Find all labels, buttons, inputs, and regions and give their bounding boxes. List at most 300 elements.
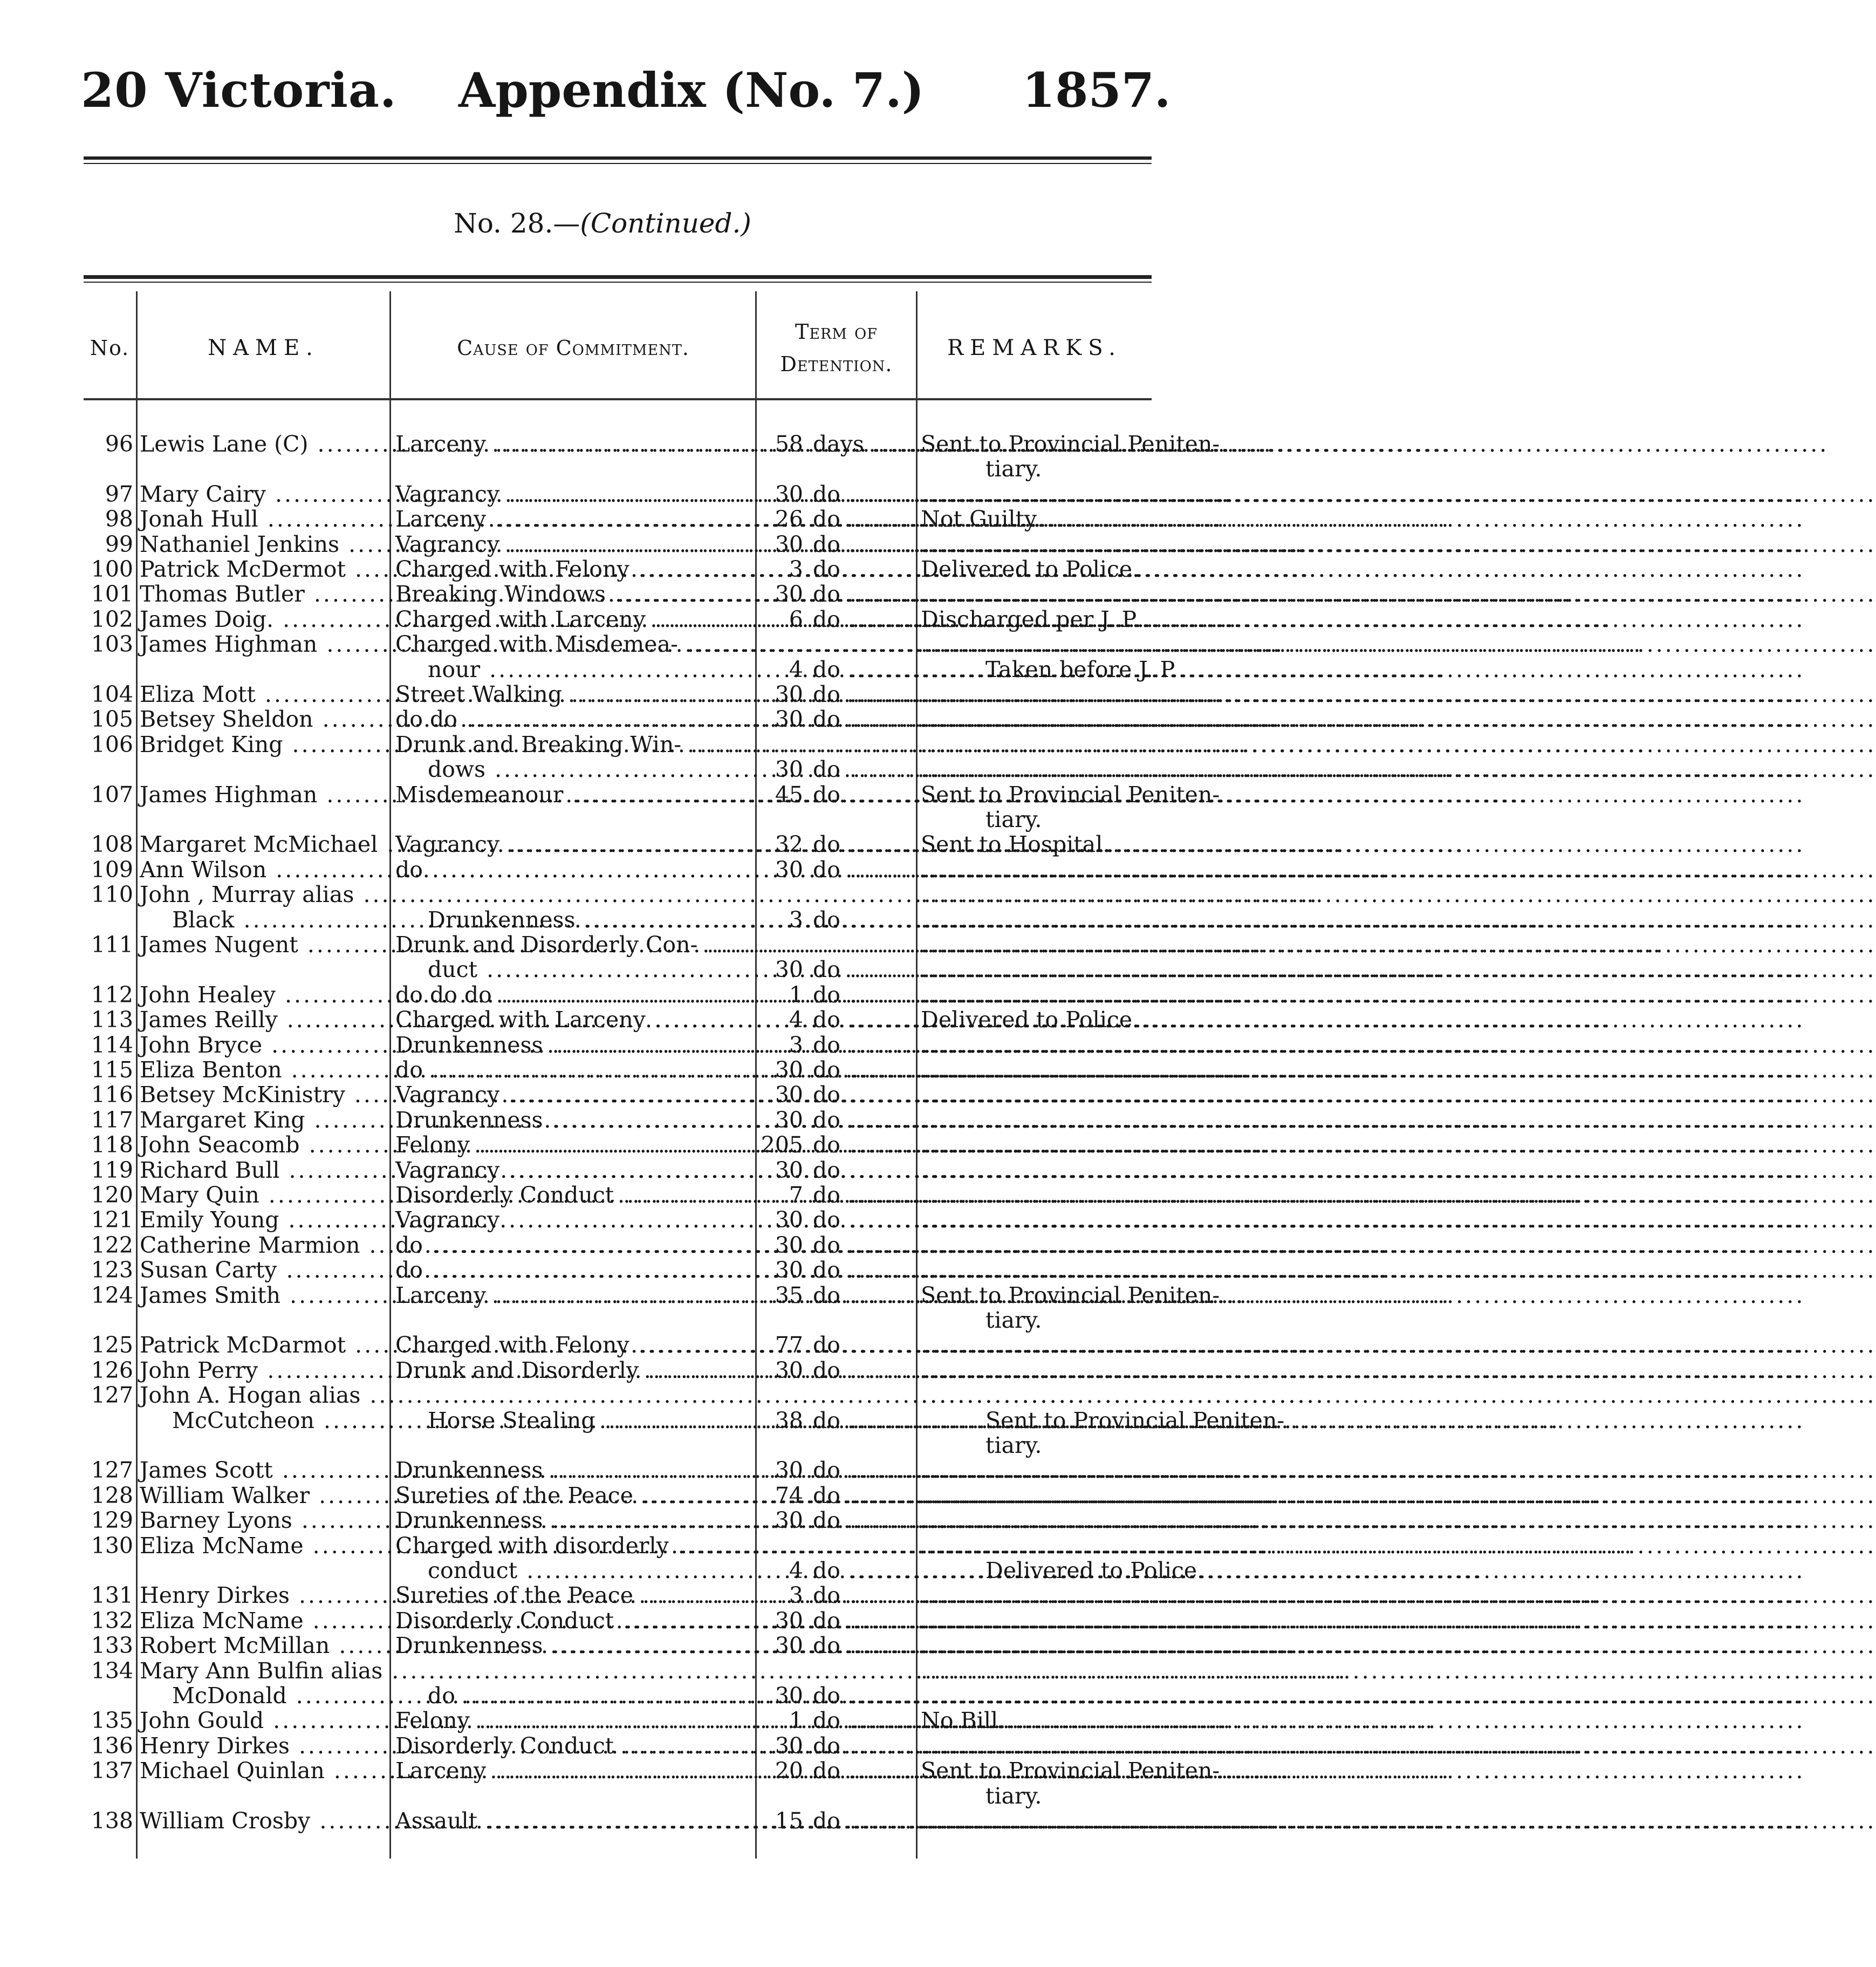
- detention-term: [760, 1057, 914, 1082]
- term-unit: do: [813, 1582, 840, 1609]
- detention-term: [760, 507, 914, 531]
- entry-number: 113: [91, 1007, 133, 1033]
- table-row: [84, 1658, 1152, 1683]
- entry-number: 102: [91, 606, 133, 632]
- remarks-text: Sent to Provincial Peniten-: [921, 781, 1220, 808]
- term-value: 30: [775, 1507, 803, 1534]
- entry-number: 116: [91, 1082, 133, 1108]
- commitment-cause: Disorderly Conduct .....: [395, 1183, 752, 1207]
- entry-number: 99: [105, 531, 133, 557]
- remarks-text: [921, 1458, 1150, 1483]
- detention-term: [760, 1233, 914, 1258]
- commitment-cause: do do do .....: [395, 982, 752, 1007]
- entry-number: 135: [91, 1708, 133, 1734]
- commitment-cause: do do .....: [395, 707, 752, 732]
- term-value: 38: [775, 1407, 803, 1433]
- detention-term: [760, 1558, 914, 1583]
- term-unit: do: [813, 1732, 840, 1759]
- entry-number: 109: [91, 856, 133, 883]
- entry-number: 114: [91, 1032, 133, 1058]
- term-unit: do: [813, 656, 840, 682]
- prisoner-name: Margaret King .....: [140, 1108, 388, 1132]
- term-value: 30: [775, 1257, 803, 1283]
- prisoner-name: John A. Hogan alias .....: [140, 1383, 388, 1408]
- remarks-text: tiary.: [985, 1307, 1042, 1333]
- table-row: [84, 582, 1152, 606]
- remarks-text: tiary.: [985, 456, 1042, 482]
- term-value: 1: [789, 981, 803, 1008]
- commitment-cause: Drunkenness .....: [395, 1458, 752, 1483]
- table-row-continuation: [84, 1558, 1204, 1583]
- term-unit: do: [813, 1107, 840, 1133]
- remarks-text: [921, 932, 1150, 957]
- entry-number: 107: [91, 781, 133, 808]
- remarks-text: tiary.: [985, 1782, 1042, 1809]
- term-unit: do: [813, 1457, 840, 1484]
- detention-term: [760, 1583, 914, 1608]
- commitment-cause: Horse Stealing .....: [395, 1408, 785, 1433]
- prisoner-name: Patrick McDarmot .....: [140, 1333, 388, 1357]
- detention-table: [84, 275, 1285, 1859]
- term-unit: do: [813, 1507, 840, 1534]
- entry-number: 136: [91, 1732, 133, 1759]
- term-value: 205: [761, 1132, 803, 1158]
- term-value: 30: [775, 581, 803, 607]
- remarks-text: [921, 532, 1150, 557]
- commitment-cause: nour .....: [395, 657, 785, 682]
- table-row-continuation: [84, 807, 1152, 832]
- column-header-remarks: REMARKS.: [947, 336, 1122, 360]
- entry-number: 127: [91, 1382, 133, 1409]
- term-value: 30: [775, 531, 803, 557]
- commitment-cause: Larceny .....: [395, 1758, 752, 1783]
- table-row: [84, 1057, 1152, 1082]
- table-top-rule: [84, 275, 1152, 279]
- term-unit: do: [813, 831, 840, 858]
- detention-term: [760, 1333, 914, 1357]
- term-value: 30: [775, 1607, 803, 1634]
- prisoner-name: Mary Cairy .....: [140, 482, 388, 507]
- table-row: [84, 1508, 1152, 1533]
- detention-term: [760, 1308, 914, 1333]
- remarks-text: [921, 632, 1150, 657]
- detention-term: [760, 1483, 914, 1508]
- term-unit: do: [813, 856, 840, 883]
- detention-term: [760, 1383, 914, 1408]
- detention-term: [760, 957, 914, 982]
- remarks-text: tiary.: [985, 1432, 1042, 1458]
- table-row: [84, 1108, 1152, 1132]
- term-value: 30: [775, 1457, 803, 1484]
- table-row: [84, 1758, 1220, 1784]
- table-row: [84, 1282, 1220, 1308]
- term-unit: do: [813, 1357, 840, 1383]
- term-value: 30: [775, 957, 803, 983]
- table-row-continuation: [84, 1683, 1152, 1708]
- commitment-cause: Sureties of the Peace .....: [395, 1483, 752, 1508]
- detention-term: [760, 632, 914, 657]
- table-row: [84, 1533, 1152, 1558]
- entry-number: 97: [105, 481, 133, 507]
- term-unit: do: [813, 1482, 840, 1508]
- commitment-cause: dows .....: [395, 757, 785, 782]
- table-subtitle: [0, 208, 1205, 239]
- commitment-cause: Sureties of the Peace .....: [395, 1583, 752, 1608]
- term-unit: do: [813, 706, 840, 733]
- entry-number: 130: [91, 1532, 133, 1559]
- prisoner-name: James Doig. .....: [140, 607, 388, 632]
- term-unit: do: [813, 481, 840, 507]
- table-row: [84, 1183, 1152, 1207]
- commitment-cause: Vagrancy .....: [395, 1082, 752, 1107]
- remarks-text: Sent to Provincial Peniten-: [921, 431, 1220, 457]
- commitment-cause: do .....: [395, 1258, 752, 1282]
- remarks-text: Delivered to Police.: [921, 1007, 1140, 1033]
- entry-number: 118: [91, 1132, 133, 1158]
- prisoner-name: John Perry .....: [140, 1358, 388, 1383]
- term-value: 30: [775, 1107, 803, 1133]
- entry-number: 132: [91, 1607, 133, 1634]
- detention-term: [760, 732, 914, 757]
- term-value: 4: [789, 1007, 803, 1033]
- detention-term: [760, 1258, 914, 1282]
- remarks-text: [921, 1108, 1150, 1132]
- term-value: 77: [775, 1332, 803, 1358]
- table-row: [84, 632, 1152, 657]
- term-unit: do: [813, 681, 840, 707]
- commitment-cause: Vagrancy .....: [395, 532, 752, 557]
- continued-note: (Continued.): [580, 208, 751, 239]
- prisoner-name: Eliza Mott .....: [140, 682, 388, 707]
- term-unit: do: [813, 981, 840, 1008]
- entry-number: 138: [91, 1808, 133, 1834]
- remarks-text: [921, 1483, 1150, 1508]
- prisoner-name: McCutcheon .....: [140, 1408, 420, 1433]
- detention-term: [760, 1183, 914, 1207]
- detention-term: [760, 1408, 914, 1433]
- prisoner-name: Jonah Hull .....: [140, 507, 388, 531]
- entry-number: 120: [91, 1182, 133, 1208]
- table-row: [84, 707, 1152, 732]
- term-unit: do: [813, 556, 840, 582]
- remarks-text: tiary.: [985, 807, 1042, 832]
- remarks-text: Sent to Hospital.: [921, 831, 1110, 858]
- term-value: 7: [789, 1182, 803, 1208]
- term-value: 30: [775, 1232, 803, 1258]
- commitment-cause: Drunkenness .....: [395, 1033, 752, 1057]
- prisoner-name: John Gould .....: [140, 1708, 388, 1733]
- commitment-cause: Charged with Larceny .....: [395, 607, 752, 632]
- term-value: 3: [789, 1582, 803, 1609]
- prisoner-name: Michael Quinlan .....: [140, 1758, 388, 1783]
- remarks-text: [921, 1583, 1150, 1608]
- remarks-text: [921, 1608, 1150, 1633]
- table-row: [84, 1608, 1152, 1633]
- table-top-rule-thin: [84, 282, 1152, 283]
- detention-term: [760, 607, 914, 632]
- term-unit: do: [813, 1282, 840, 1308]
- entry-number: 129: [91, 1507, 133, 1534]
- term-unit: do: [813, 906, 840, 933]
- table-row-continuation: [84, 456, 1152, 481]
- term-header-line2: Detention.: [780, 352, 893, 376]
- detention-term: [760, 857, 914, 882]
- term-value: 3: [789, 1032, 803, 1058]
- remarks-text: [921, 1683, 1150, 1708]
- table-row: [84, 932, 1152, 957]
- remarks-text: Delivered to Police.: [921, 556, 1140, 582]
- term-unit: do: [813, 531, 840, 557]
- term-value: 30: [775, 1683, 803, 1709]
- commitment-cause: conduct .....: [395, 1558, 785, 1583]
- term-value: 30: [775, 856, 803, 883]
- table-row: [84, 482, 1152, 507]
- remarks-text: [921, 1733, 1150, 1758]
- entry-number: 104: [91, 681, 133, 707]
- term-unit: do: [813, 1758, 840, 1784]
- remarks-text: [921, 1383, 1150, 1408]
- commitment-cause: Felony .....: [395, 1708, 752, 1733]
- term-unit: do: [813, 1007, 840, 1033]
- commitment-cause: Disorderly Conduct .....: [395, 1608, 752, 1633]
- entry-number: 137: [91, 1758, 133, 1784]
- table-row-continuation: [84, 1433, 1152, 1458]
- term-value: 30: [775, 706, 803, 733]
- entry-number: 105: [91, 706, 133, 733]
- detention-term: [760, 582, 914, 606]
- remarks-text: [921, 907, 1150, 932]
- commitment-cause: Charged with disorderly .....: [395, 1533, 752, 1558]
- detention-term: [760, 1784, 914, 1808]
- term-value: 35: [775, 1282, 803, 1308]
- term-value: 3: [789, 556, 803, 582]
- term-value: 20: [775, 1758, 803, 1784]
- entry-number: 106: [91, 731, 133, 757]
- table-row: [84, 1233, 1152, 1258]
- detention-term: [760, 782, 914, 807]
- table-row: [84, 557, 1152, 582]
- commitment-cause: Larceny .....: [395, 1283, 752, 1308]
- remarks-text: No Bill.: [921, 1708, 1005, 1734]
- remarks-text: [921, 582, 1150, 606]
- table-row-continuation: [84, 957, 1152, 982]
- column-header-name: NAME.: [208, 336, 319, 360]
- prisoner-name: McDonald .....: [140, 1683, 420, 1708]
- prisoner-name: William Crosby .....: [140, 1808, 388, 1833]
- prisoner-name: James Highman .....: [140, 782, 388, 807]
- table-row: [84, 982, 1152, 1007]
- term-value: 30: [775, 1082, 803, 1108]
- prisoner-name: Eliza McName .....: [140, 1608, 388, 1633]
- detention-term: [760, 707, 914, 732]
- prisoner-name: Betsey Sheldon .....: [140, 707, 388, 732]
- term-unit: do: [813, 1182, 840, 1208]
- term-unit: do: [813, 1132, 840, 1158]
- remarks-text: [921, 1808, 1150, 1833]
- table-row: [84, 1158, 1152, 1183]
- prisoner-name: Mary Ann Bulfin alias .....: [140, 1658, 388, 1683]
- prisoner-name: Nathaniel Jenkins .....: [140, 532, 388, 557]
- table-row: [84, 1633, 1152, 1658]
- term-value: 32: [775, 831, 803, 858]
- commitment-cause: Charged with Felony .....: [395, 1333, 752, 1357]
- detention-term: [760, 1683, 914, 1708]
- term-value: 30: [775, 1732, 803, 1759]
- table-row: [84, 1007, 1152, 1032]
- commitment-cause: Disorderly Conduct .....: [395, 1733, 752, 1758]
- remarks-text: Not Guilty.: [921, 506, 1041, 532]
- table-row-continuation: [84, 656, 1178, 682]
- commitment-cause: Breaking Windows .....: [395, 582, 752, 606]
- commitment-cause: Misdemeanour .....: [395, 782, 752, 807]
- commitment-cause: Street Walking .....: [395, 682, 752, 707]
- term-value: 26: [775, 506, 803, 532]
- commitment-cause: do .....: [395, 1233, 752, 1258]
- prisoner-name: Henry Dirkes .....: [140, 1583, 388, 1608]
- term-unit: do: [813, 957, 840, 983]
- entry-number: 100: [91, 556, 133, 582]
- prisoner-name: James Smith .....: [140, 1283, 388, 1308]
- commitment-cause: Vagrancy .....: [395, 482, 752, 507]
- entry-number: 121: [91, 1207, 133, 1233]
- table-row: [84, 1258, 1152, 1282]
- commitment-cause: Vagrancy .....: [395, 832, 752, 857]
- term-unit: do: [813, 1332, 840, 1358]
- prisoner-name: Susan Carty .....: [140, 1258, 388, 1282]
- term-value: 4: [789, 1558, 803, 1583]
- prisoner-name: Eliza Benton .....: [140, 1057, 388, 1082]
- table-row: [84, 1033, 1152, 1057]
- term-unit: do: [813, 1558, 840, 1583]
- column-header-cause: Cause of Commitment.: [457, 336, 689, 360]
- prisoner-name: John Seacomb .....: [140, 1132, 388, 1157]
- detention-term: [760, 1458, 914, 1483]
- table-row: [84, 1458, 1152, 1483]
- detention-term: [760, 456, 914, 481]
- remarks-text: [921, 982, 1150, 1007]
- entry-number: 98: [105, 506, 133, 532]
- prisoner-name: Lewis Lane (C) .....: [140, 432, 388, 456]
- detention-term: [760, 1433, 914, 1458]
- entry-number: 127: [91, 1457, 133, 1484]
- remarks-text: [921, 482, 1150, 507]
- entry-number: 124: [91, 1282, 133, 1308]
- term-value: 3: [789, 906, 803, 933]
- entry-number: 101: [91, 581, 133, 607]
- term-value: 30: [775, 1057, 803, 1083]
- table-row-continuation: [84, 1784, 1152, 1808]
- prisoner-name: Richard Bull .....: [140, 1158, 388, 1183]
- detention-term: [760, 1007, 914, 1032]
- commitment-cause: Vagrancy .....: [395, 1158, 752, 1183]
- remarks-text: Sent to Provincial Peniten-: [921, 1758, 1220, 1784]
- detention-term: [760, 1658, 914, 1683]
- header-appendix: Appendix (No. 7.): [458, 62, 925, 118]
- table-row-continuation: [84, 907, 1152, 932]
- entry-number: 119: [91, 1157, 133, 1183]
- remarks-text: [921, 757, 1150, 782]
- detention-term: [760, 1358, 914, 1383]
- prisoner-name: William Walker .....: [140, 1483, 388, 1508]
- prisoner-name: Betsey McKinistry .....: [140, 1082, 388, 1107]
- term-value: 15: [775, 1808, 803, 1834]
- term-unit: do: [813, 781, 840, 808]
- term-unit: do: [813, 606, 840, 632]
- entry-number: 125: [91, 1332, 133, 1358]
- commitment-cause: Larceny .....: [395, 507, 752, 531]
- remarks-text: [921, 1633, 1150, 1658]
- term-unit: do: [813, 1057, 840, 1083]
- remarks-text: Delivered to Police.: [985, 1558, 1204, 1583]
- prisoner-name: Mary Quin .....: [140, 1183, 388, 1207]
- commitment-cause: Drunk and Breaking Win- .....: [395, 732, 752, 757]
- term-unit: do: [813, 1032, 840, 1058]
- table-row: [84, 832, 1152, 857]
- prisoner-name: Thomas Butler .....: [140, 582, 388, 606]
- prisoner-name: Henry Dirkes .....: [140, 1733, 388, 1758]
- table-row-continuation: [84, 1308, 1152, 1333]
- prisoner-name: James Nugent .....: [140, 932, 388, 957]
- term-value: 45: [775, 781, 803, 808]
- entry-number: 103: [91, 631, 133, 658]
- header-year: 1857.: [1022, 62, 1171, 118]
- prisoner-name: James Reilly .....: [140, 1007, 388, 1032]
- commitment-cause: Felony .....: [395, 1132, 752, 1157]
- detention-term: [760, 757, 914, 782]
- term-unit: days: [813, 431, 864, 457]
- term-unit: do: [813, 1257, 840, 1283]
- detention-term: [760, 1207, 914, 1232]
- table-row: [84, 1733, 1152, 1758]
- detention-term: [760, 907, 914, 932]
- term-value: 30: [775, 1207, 803, 1233]
- table-row: [84, 532, 1152, 557]
- table-row: [84, 1082, 1152, 1107]
- term-value: 30: [775, 756, 803, 783]
- entry-number: 110: [91, 882, 133, 908]
- column-header-no: No.: [90, 336, 130, 360]
- remarks-text: [921, 882, 1150, 907]
- detention-term: [760, 1608, 914, 1633]
- detention-term: [760, 557, 914, 582]
- detention-term: [760, 532, 914, 557]
- commitment-cause: Larceny .....: [395, 432, 752, 456]
- entry-number: 111: [91, 932, 133, 958]
- remarks-text: Sent to Provincial Peniten-: [921, 1282, 1220, 1308]
- table-row-continuation: [84, 757, 1152, 782]
- header-session: 20 Victoria.: [81, 62, 397, 118]
- commitment-cause: Drunkenness .....: [395, 1508, 752, 1533]
- term-unit: do: [813, 1082, 840, 1108]
- remarks-text: [921, 1358, 1150, 1383]
- detention-term: [760, 1758, 914, 1783]
- commitment-cause: Charged with Felony .....: [395, 557, 752, 582]
- term-unit: do: [813, 1683, 840, 1709]
- remarks-text: [921, 1333, 1150, 1357]
- commitment-cause: Assault .....: [395, 1808, 752, 1833]
- table-row: [84, 1333, 1152, 1357]
- remarks-text: [921, 1533, 1150, 1558]
- entry-number: 115: [91, 1057, 133, 1083]
- prisoner-name: John , Murray alias .....: [140, 882, 388, 907]
- term-unit: do: [813, 1808, 840, 1834]
- term-value: 30: [775, 681, 803, 707]
- entry-number: 112: [91, 981, 133, 1008]
- term-header-line1: Term of: [795, 320, 878, 344]
- entry-number: 134: [91, 1657, 133, 1684]
- commitment-cause: Drunkenness .....: [395, 1108, 752, 1132]
- term-value: 30: [775, 1633, 803, 1659]
